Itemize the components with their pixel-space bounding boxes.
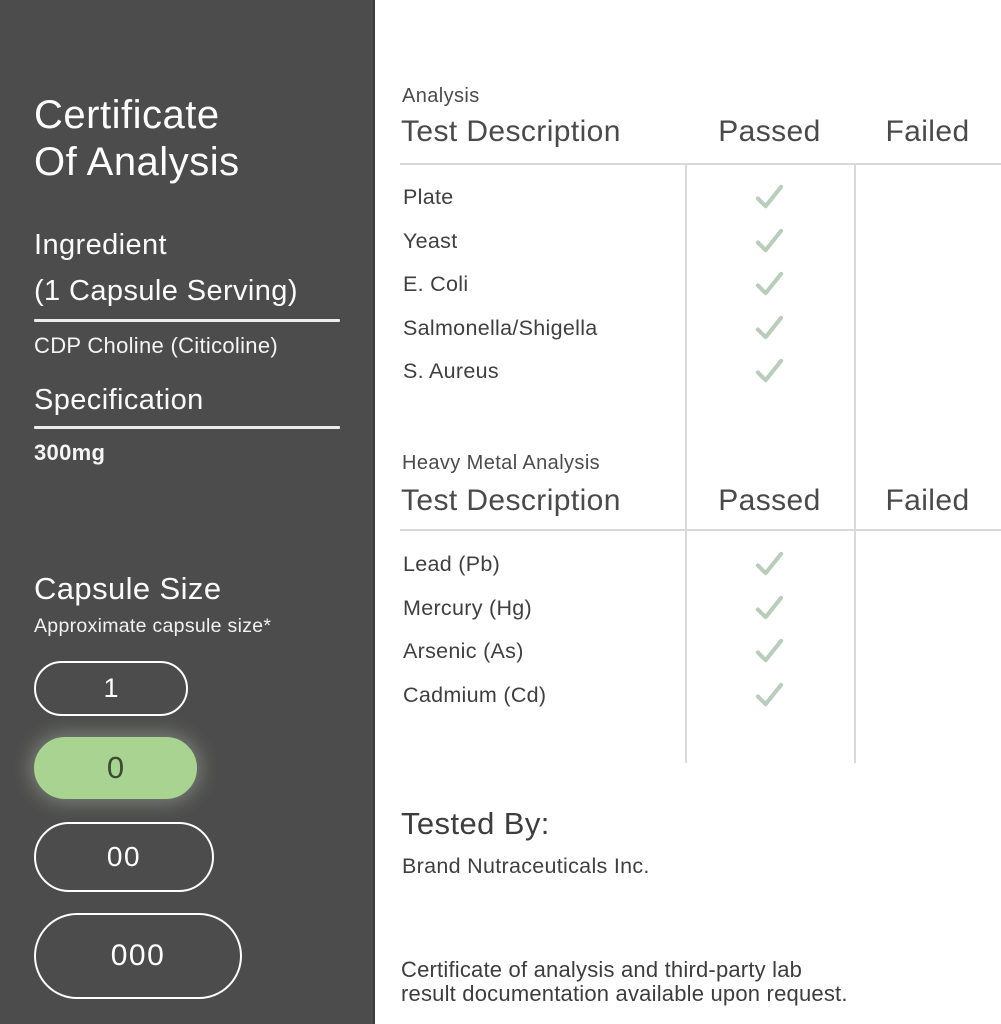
check-icon — [753, 594, 786, 623]
passed-cell — [685, 637, 854, 666]
table-row — [400, 307, 1001, 351]
divider — [34, 426, 340, 429]
column-header-passed: Passed — [718, 484, 821, 517]
section-label-heavy-metal: Heavy Metal Analysis — [402, 452, 601, 474]
divider — [34, 319, 340, 322]
passed-cell — [685, 183, 854, 212]
test-name: S. Aureus — [403, 359, 499, 384]
ingredient-heading — [34, 222, 298, 314]
page-title — [34, 92, 240, 186]
tested-by-value: Brand Nutraceuticals Inc. — [402, 854, 650, 878]
table-row — [400, 630, 1001, 674]
column-header-failed: Failed — [885, 484, 970, 517]
ingredient-heading-line1: Ingredient — [34, 229, 167, 261]
capsule-size-option-00[interactable]: 00 — [34, 822, 214, 892]
heavy-metal-table-body — [400, 543, 1001, 717]
table-row — [400, 176, 1001, 220]
test-name: E. Coli — [403, 272, 469, 297]
specification-heading: Specification — [34, 384, 204, 416]
test-name: Plate — [403, 185, 454, 210]
passed-cell — [685, 357, 854, 386]
page-title-line2: Of Analysis — [34, 140, 240, 184]
capsule-size-option-1[interactable]: 1 — [34, 661, 188, 716]
column-header-test-description: Test Description — [401, 484, 621, 517]
results-panel — [377, 0, 1001, 1024]
table-row — [400, 543, 1001, 587]
test-name: Lead (Pb) — [403, 552, 501, 577]
test-name: Salmonella/Shigella — [403, 315, 598, 340]
specification-value: 300mg — [34, 440, 106, 465]
sidebar — [0, 0, 375, 1024]
test-name: Yeast — [403, 228, 458, 253]
check-icon — [753, 314, 786, 343]
table-row — [400, 674, 1001, 718]
column-header-test-description: Test Description — [401, 115, 621, 148]
footer-note-line2: result documentation available upon request. — [401, 980, 848, 1006]
tested-by-heading: Tested By: — [401, 806, 550, 841]
page-title-line1: Certificate — [34, 93, 220, 137]
section-label-analysis: Analysis — [402, 85, 480, 107]
passed-cell — [685, 270, 854, 299]
check-icon — [753, 357, 786, 386]
test-name: Mercury (Hg) — [403, 595, 533, 620]
check-icon — [753, 270, 786, 299]
passed-cell — [685, 314, 854, 343]
capsule-size-option-000[interactable]: 000 — [34, 913, 242, 999]
table-header-rule — [400, 163, 1001, 165]
table-header-rule — [400, 529, 1001, 531]
passed-cell — [685, 227, 854, 256]
test-name: Arsenic (As) — [403, 639, 524, 664]
passed-cell — [685, 681, 854, 710]
table-row — [400, 350, 1001, 394]
capsule-size-option-0-selected[interactable]: 0 — [34, 737, 197, 799]
capsule-size-note: Approximate capsule size* — [34, 615, 272, 637]
check-icon — [753, 183, 786, 212]
check-icon — [753, 550, 786, 579]
capsule-size-heading: Capsule Size — [34, 571, 222, 606]
footer-note — [401, 958, 848, 1005]
table-row — [400, 587, 1001, 631]
ingredient-value: CDP Choline (Citicoline) — [34, 333, 278, 358]
table-row — [400, 263, 1001, 307]
check-icon — [753, 681, 786, 710]
footer-note-line1: Certificate of analysis and third-party lab — [401, 957, 803, 982]
column-header-failed: Failed — [885, 115, 970, 148]
check-icon — [753, 227, 786, 256]
passed-cell — [685, 550, 854, 579]
passed-cell — [685, 594, 854, 623]
analysis-table-body — [400, 176, 1001, 394]
test-name: Cadmium (Cd) — [403, 682, 547, 707]
column-header-passed: Passed — [718, 115, 821, 148]
check-icon — [753, 637, 786, 666]
table-row — [400, 220, 1001, 264]
ingredient-heading-line2: (1 Capsule Serving) — [34, 275, 298, 307]
